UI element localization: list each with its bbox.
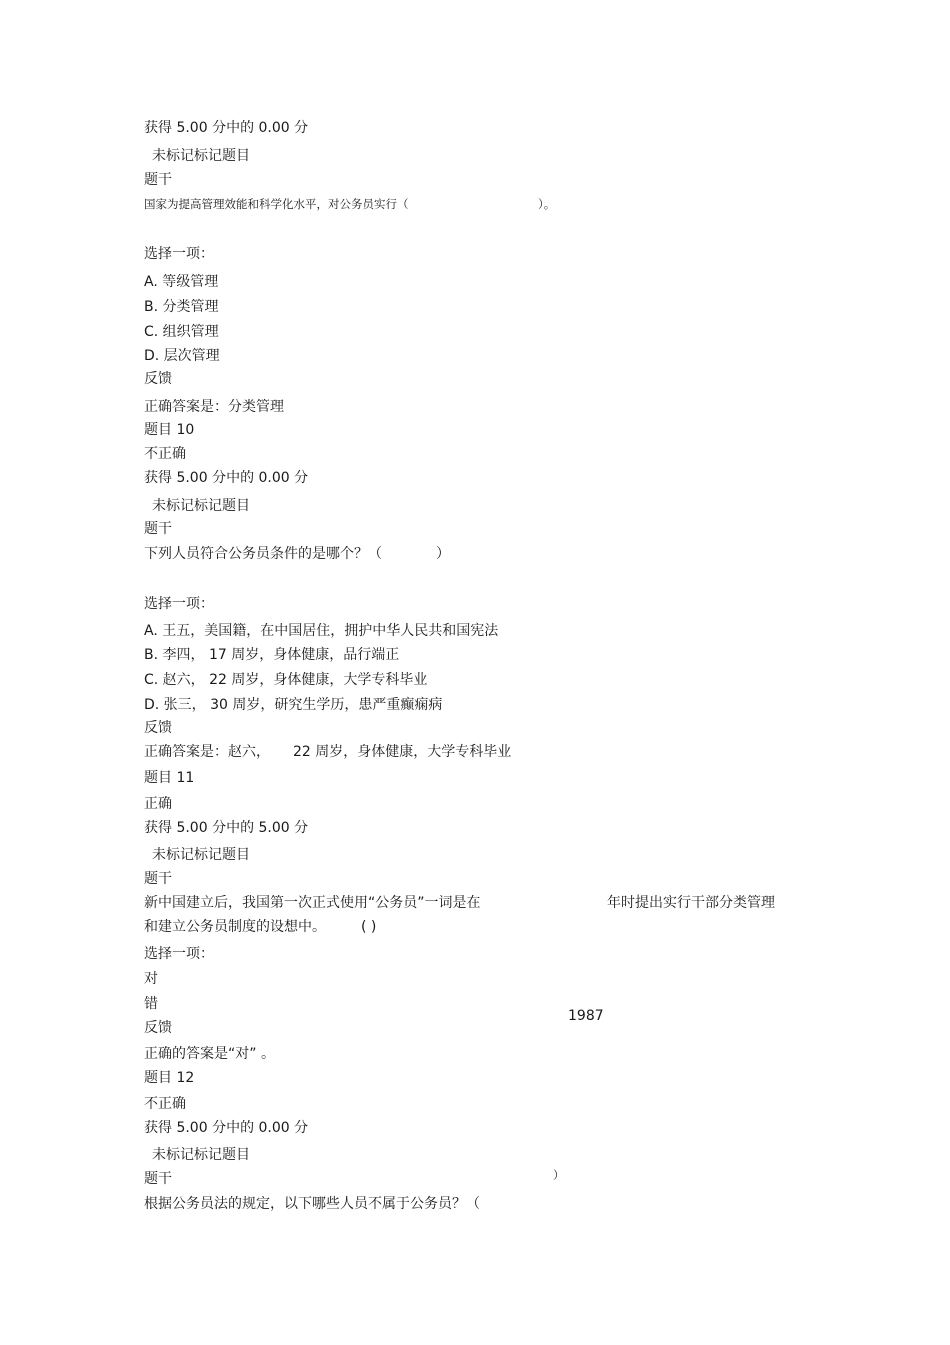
q9-stem-label: 题干 xyxy=(144,172,172,188)
q10-question-text: 下列人员符合公务员条件的是哪个？（ xyxy=(144,546,382,562)
q11-select-label: 选择一项： xyxy=(144,946,214,962)
q12-title: 题目 12 xyxy=(144,1070,195,1086)
q10-question-paren-close: ） xyxy=(436,546,450,562)
q11-correct-answer: 正确的答案是“对” 。 xyxy=(144,1046,275,1062)
q9-option-a[interactable]: A. 等级管理 xyxy=(144,274,219,290)
q9-option-d[interactable]: D. 层次管理 xyxy=(144,348,220,364)
q9-question-paren-close: ）。 xyxy=(538,197,556,211)
q9-correct-answer: 正确答案是：分类管理 xyxy=(144,399,284,415)
q10-stem-label: 题干 xyxy=(144,521,172,537)
q11-question-line2: 和建立公务员制度的设想中。 xyxy=(144,919,326,935)
q9-option-c[interactable]: C. 组织管理 xyxy=(144,324,219,340)
q11-question-paren: ( ) xyxy=(361,919,377,935)
q11-title: 题目 11 xyxy=(144,770,195,786)
q11-question-line1: 新中国建立后，我国第一次正式使用“公务员”一词是在 xyxy=(144,895,481,911)
q12-flag-button[interactable]: 未标记标记题目 xyxy=(152,1147,250,1163)
q10-correct-answer-rest: 22 周岁，身体健康，大学专科毕业 xyxy=(293,744,512,760)
q9-feedback-label: 反馈 xyxy=(144,371,172,387)
q10-flag-button[interactable]: 未标记标记题目 xyxy=(152,498,250,514)
q10-option-c[interactable]: C. 赵六， 22 周岁，身体健康，大学专科毕业 xyxy=(144,672,428,688)
q11-option-true[interactable]: 对 xyxy=(144,971,158,987)
q11-grade: 获得 5.00 分中的 5.00 分 xyxy=(144,820,309,836)
q10-status: 不正确 xyxy=(144,446,186,462)
q11-feedback-label: 反馈 xyxy=(144,1020,172,1036)
q12-status: 不正确 xyxy=(144,1096,186,1112)
q12-grade: 获得 5.00 分中的 0.00 分 xyxy=(144,1120,309,1136)
q12-question-text: 根据公务员法的规定，以下哪些人员不属于公务员？（ xyxy=(144,1196,480,1212)
q9-question-text: 国家为提高管理效能和科学化水平，对公务员实行（ xyxy=(144,197,409,211)
q12-stem-label: 题干 xyxy=(144,1171,172,1187)
q9-select-label: 选择一项： xyxy=(144,246,214,262)
q9-flag-button[interactable]: 未标记标记题目 xyxy=(152,148,250,164)
q11-stem-label: 题干 xyxy=(144,871,172,887)
q10-option-d[interactable]: D. 张三， 30 周岁，研究生学历，患严重癫痫病 xyxy=(144,697,443,713)
q10-option-a[interactable]: A. 王五，美国籍，在中国居住，拥护中华人民共和国宪法 xyxy=(144,623,499,639)
q10-grade: 获得 5.00 分中的 0.00 分 xyxy=(144,470,309,486)
q9-option-b[interactable]: B. 分类管理 xyxy=(144,299,219,315)
q10-select-label: 选择一项： xyxy=(144,596,214,612)
q11-status: 正确 xyxy=(144,796,172,812)
q11-flag-button[interactable]: 未标记标记题目 xyxy=(152,847,250,863)
q11-year: 1987 xyxy=(568,1008,604,1024)
q11-option-false[interactable]: 错 xyxy=(144,996,158,1012)
q9-grade: 获得 5.00 分中的 0.00 分 xyxy=(144,120,309,136)
q12-question-paren-close: ） xyxy=(553,1168,565,1182)
q10-feedback-label: 反馈 xyxy=(144,720,172,736)
q10-title: 题目 10 xyxy=(144,422,195,438)
q10-correct-answer: 正确答案是：赵六， xyxy=(144,744,270,760)
q11-question-line1-rest: 年时提出实行干部分类管理 xyxy=(607,895,775,911)
q10-option-b[interactable]: B. 李四， 17 周岁，身体健康，品行端正 xyxy=(144,647,400,663)
